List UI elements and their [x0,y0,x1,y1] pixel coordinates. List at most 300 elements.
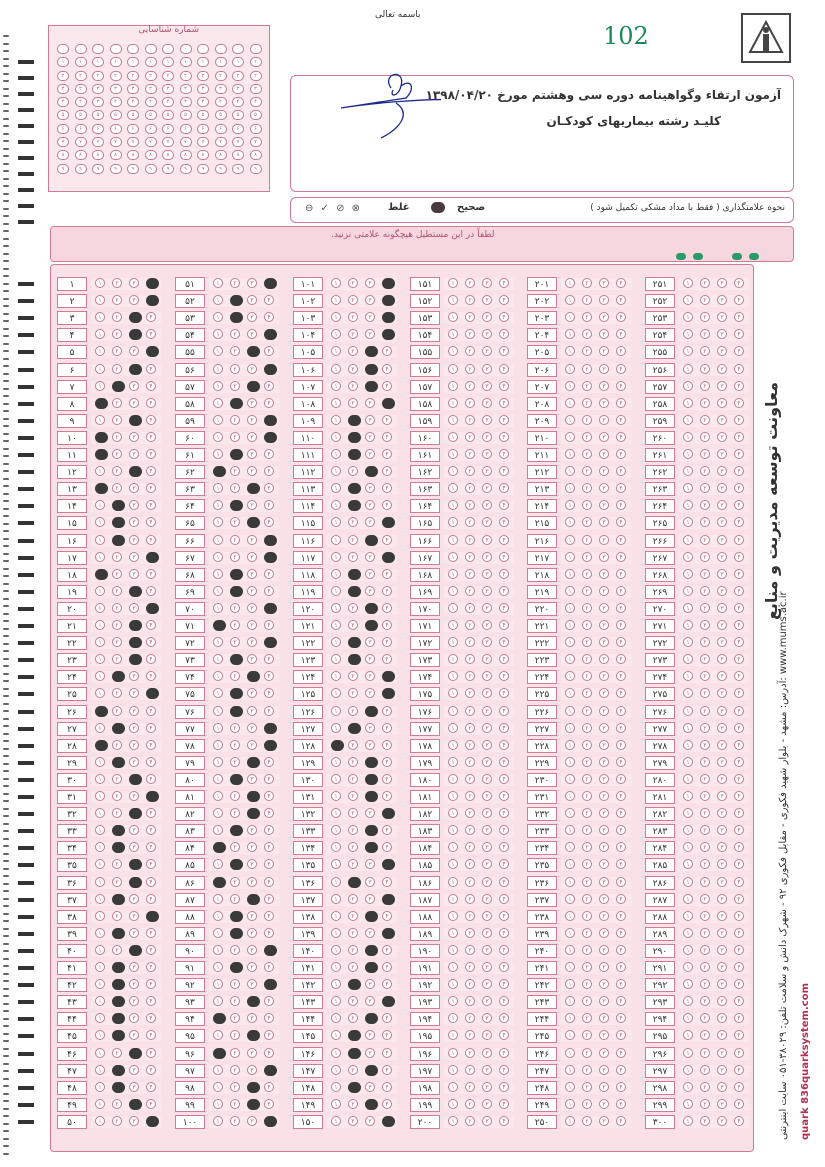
answer-bubble[interactable] [348,449,361,460]
answer-bubble[interactable]: ۱ [565,552,575,562]
id-bubble[interactable]: ۹ [162,164,174,174]
answer-bubble[interactable]: ۳ [247,432,257,442]
answer-bubble[interactable]: ۴ [734,1082,744,1092]
answer-bubble[interactable]: ۱ [95,859,105,869]
answer-bubble[interactable]: ۴ [264,962,274,972]
answer-bubble[interactable]: ۴ [146,637,156,647]
answer-bubble[interactable]: ۱ [213,979,223,989]
answer-bubble[interactable] [95,398,108,409]
answer-bubble[interactable] [213,620,226,631]
answer-bubble[interactable] [230,449,243,460]
answer-bubble[interactable]: ۴ [264,1048,274,1058]
answer-bubble[interactable]: ۳ [599,329,609,339]
answer-bubble[interactable]: ۲ [465,1048,475,1058]
id-bubble[interactable]: ۶ [127,124,139,134]
answer-bubble[interactable]: ۳ [482,825,492,835]
answer-bubble[interactable]: ۱ [448,620,458,630]
id-bubble[interactable]: ۴ [75,97,87,107]
answer-bubble[interactable]: ۴ [382,706,392,716]
id-bubble[interactable]: ۰ [127,44,139,54]
answer-bubble[interactable]: ۱ [448,1065,458,1075]
answer-bubble[interactable]: ۲ [700,517,710,527]
answer-bubble[interactable]: ۴ [146,1082,156,1092]
answer-bubble[interactable]: ۱ [683,381,693,391]
answer-bubble[interactable]: ۳ [482,774,492,784]
answer-bubble[interactable]: ۱ [448,1082,458,1092]
answer-bubble[interactable]: ۴ [499,1082,509,1092]
answer-bubble[interactable]: ۱ [683,1099,693,1109]
answer-bubble[interactable]: ۱ [565,688,575,698]
answer-bubble[interactable]: ۴ [499,603,509,613]
id-bubble[interactable]: ۸ [180,150,192,160]
answer-bubble[interactable]: ۲ [348,842,358,852]
answer-bubble[interactable]: ۱ [565,535,575,545]
answer-bubble[interactable]: ۳ [365,432,375,442]
id-bubble[interactable]: ۷ [75,137,87,147]
answer-bubble[interactable]: ۱ [213,671,223,681]
answer-bubble[interactable]: ۱ [448,688,458,698]
answer-bubble[interactable]: ۱ [95,295,105,305]
answer-bubble[interactable]: ۲ [348,1065,358,1075]
answer-bubble[interactable]: ۳ [717,1013,727,1023]
answer-bubble[interactable]: ۱ [565,432,575,442]
answer-bubble[interactable]: ۴ [499,466,509,476]
answer-bubble[interactable]: ۴ [499,381,509,391]
answer-bubble[interactable]: ۱ [448,945,458,955]
answer-bubble[interactable]: ۱ [448,346,458,356]
answer-bubble[interactable]: ۲ [230,877,240,887]
id-bubble[interactable]: ۹ [145,164,157,174]
answer-bubble[interactable] [95,706,108,717]
answer-bubble[interactable]: ۳ [129,740,139,750]
answer-bubble[interactable]: ۲ [112,364,122,374]
answer-bubble[interactable]: ۱ [213,911,223,921]
answer-bubble[interactable]: ۳ [247,928,257,938]
answer-bubble[interactable]: ۳ [247,500,257,510]
answer-bubble[interactable]: ۱ [565,859,575,869]
answer-bubble[interactable]: ۲ [230,432,240,442]
answer-bubble[interactable]: ۳ [482,723,492,733]
answer-bubble[interactable]: ۱ [565,671,575,681]
answer-bubble[interactable]: ۳ [482,295,492,305]
answer-bubble[interactable]: ۲ [348,740,358,750]
answer-bubble[interactable]: ۴ [146,586,156,596]
answer-bubble[interactable]: ۳ [129,381,139,391]
answer-bubble[interactable]: ۴ [734,928,744,938]
answer-bubble[interactable]: ۴ [264,825,274,835]
id-bubble[interactable]: ۲ [110,71,122,81]
answer-bubble[interactable]: ۱ [683,808,693,818]
answer-bubble[interactable]: ۴ [616,295,626,305]
answer-bubble[interactable]: ۴ [264,894,274,904]
answer-bubble[interactable]: ۳ [599,312,609,322]
answer-bubble[interactable]: ۴ [734,483,744,493]
answer-bubble[interactable]: ۲ [348,688,358,698]
answer-bubble[interactable]: ۱ [448,278,458,288]
answer-bubble[interactable] [146,911,159,922]
answer-bubble[interactable]: ۴ [146,432,156,442]
answer-bubble[interactable]: ۳ [482,877,492,887]
answer-bubble[interactable] [112,500,125,511]
answer-bubble[interactable]: ۳ [365,295,375,305]
answer-bubble[interactable]: ۱ [683,346,693,356]
answer-bubble[interactable]: ۳ [599,346,609,356]
answer-bubble[interactable]: ۳ [599,517,609,527]
id-bubble[interactable]: ۴ [232,97,244,107]
answer-bubble[interactable]: ۳ [599,535,609,545]
answer-bubble[interactable]: ۱ [565,398,575,408]
answer-bubble[interactable]: ۱ [95,552,105,562]
answer-bubble[interactable]: ۴ [616,1065,626,1075]
answer-bubble[interactable]: ۳ [247,979,257,989]
answer-bubble[interactable] [230,928,243,939]
answer-bubble[interactable]: ۴ [499,774,509,784]
answer-bubble[interactable]: ۳ [482,688,492,698]
answer-bubble[interactable]: ۱ [565,278,575,288]
answer-bubble[interactable]: ۴ [616,842,626,852]
id-bubble[interactable]: ۸ [57,150,69,160]
id-bubble[interactable]: ۵ [75,110,87,120]
answer-bubble[interactable] [365,945,378,956]
answer-bubble[interactable]: ۲ [582,535,592,545]
answer-bubble[interactable]: ۲ [112,859,122,869]
answer-bubble[interactable]: ۲ [348,1013,358,1023]
answer-bubble[interactable]: ۴ [616,535,626,545]
answer-bubble[interactable]: ۴ [264,517,274,527]
answer-bubble[interactable]: ۳ [247,620,257,630]
answer-bubble[interactable]: ۲ [582,569,592,579]
answer-bubble[interactable]: ۴ [616,1013,626,1023]
answer-bubble[interactable]: ۳ [482,535,492,545]
answer-bubble[interactable]: ۴ [146,329,156,339]
answer-bubble[interactable]: ۱ [448,295,458,305]
answer-bubble[interactable]: ۴ [616,1048,626,1058]
answer-bubble[interactable] [365,825,378,836]
answer-bubble[interactable]: ۱ [331,688,341,698]
answer-bubble[interactable]: ۱ [95,620,105,630]
answer-bubble[interactable]: ۳ [717,1116,727,1126]
answer-bubble[interactable]: ۱ [683,842,693,852]
answer-bubble[interactable]: ۴ [264,398,274,408]
answer-bubble[interactable]: ۳ [599,808,609,818]
answer-bubble[interactable]: ۴ [734,825,744,835]
answer-bubble[interactable] [348,979,361,990]
answer-bubble[interactable]: ۳ [599,894,609,904]
answer-bubble[interactable]: ۱ [565,637,575,647]
answer-bubble[interactable]: ۴ [499,500,509,510]
answer-bubble[interactable]: ۲ [465,312,475,322]
answer-bubble[interactable]: ۴ [616,740,626,750]
answer-bubble[interactable]: ۱ [213,637,223,647]
answer-bubble[interactable]: ۱ [331,979,341,989]
answer-bubble[interactable]: ۲ [230,552,240,562]
answer-bubble[interactable]: ۴ [734,962,744,972]
answer-bubble[interactable]: ۴ [734,723,744,733]
answer-bubble[interactable]: ۳ [717,877,727,887]
answer-bubble[interactable]: ۲ [582,415,592,425]
answer-bubble[interactable]: ۲ [465,928,475,938]
answer-bubble[interactable]: ۴ [264,791,274,801]
answer-bubble[interactable]: ۲ [582,894,592,904]
answer-bubble[interactable]: ۲ [582,842,592,852]
answer-bubble[interactable]: ۳ [365,1082,375,1092]
answer-bubble[interactable]: ۱ [213,757,223,767]
answer-bubble[interactable]: ۲ [230,278,240,288]
answer-bubble[interactable]: ۲ [582,586,592,596]
answer-bubble[interactable]: ۱ [213,1030,223,1040]
answer-bubble[interactable]: ۳ [247,877,257,887]
answer-bubble[interactable]: ۲ [112,569,122,579]
answer-bubble[interactable]: ۲ [582,654,592,664]
answer-bubble[interactable]: ۲ [582,928,592,938]
answer-bubble[interactable]: ۳ [599,466,609,476]
answer-bubble[interactable]: ۳ [247,535,257,545]
id-bubble[interactable]: ۰ [92,44,104,54]
id-bubble[interactable]: ۹ [110,164,122,174]
answer-bubble[interactable]: ۲ [700,569,710,579]
answer-bubble[interactable]: ۱ [331,346,341,356]
answer-bubble[interactable]: ۱ [565,1082,575,1092]
answer-bubble[interactable]: ۱ [331,329,341,339]
answer-bubble[interactable]: ۳ [717,979,727,989]
answer-bubble[interactable]: ۴ [616,757,626,767]
answer-bubble[interactable]: ۳ [129,398,139,408]
answer-bubble[interactable]: ۳ [599,1099,609,1109]
answer-bubble[interactable]: ۱ [565,740,575,750]
answer-bubble[interactable]: ۴ [734,415,744,425]
answer-bubble[interactable] [247,894,260,905]
answer-bubble[interactable]: ۲ [465,415,475,425]
answer-bubble[interactable]: ۳ [247,911,257,921]
answer-bubble[interactable]: ۴ [734,500,744,510]
answer-bubble[interactable]: ۱ [448,706,458,716]
answer-bubble[interactable]: ۳ [482,757,492,767]
answer-bubble[interactable]: ۱ [213,364,223,374]
answer-bubble[interactable] [264,329,277,340]
answer-bubble[interactable]: ۱ [213,808,223,818]
answer-bubble[interactable] [230,774,243,785]
answer-bubble[interactable]: ۲ [465,859,475,869]
answer-bubble[interactable]: ۳ [599,654,609,664]
answer-bubble[interactable] [348,1048,361,1059]
answer-bubble[interactable]: ۳ [717,586,727,596]
answer-bubble[interactable] [230,312,243,323]
answer-bubble[interactable]: ۳ [717,894,727,904]
answer-bubble[interactable] [264,535,277,546]
answer-bubble[interactable]: ۴ [734,1116,744,1126]
id-bubble[interactable]: ۸ [232,150,244,160]
id-bubble[interactable]: ۴ [57,97,69,107]
answer-bubble[interactable]: ۱ [448,552,458,562]
id-bubble[interactable]: ۸ [75,150,87,160]
answer-bubble[interactable]: ۴ [734,398,744,408]
id-bubble[interactable]: ۸ [197,150,209,160]
answer-bubble[interactable]: ۱ [331,791,341,801]
answer-bubble[interactable]: ۲ [112,620,122,630]
answer-bubble[interactable] [382,671,395,682]
answer-bubble[interactable]: ۲ [582,1116,592,1126]
answer-bubble[interactable]: ۲ [465,449,475,459]
answer-bubble[interactable]: ۳ [247,295,257,305]
answer-bubble[interactable]: ۴ [499,517,509,527]
answer-bubble[interactable]: ۳ [129,569,139,579]
answer-bubble[interactable]: ۳ [129,500,139,510]
answer-bubble[interactable]: ۱ [213,791,223,801]
answer-bubble[interactable]: ۱ [448,825,458,835]
answer-bubble[interactable] [348,569,361,580]
id-bubble[interactable]: ۵ [250,110,262,120]
answer-bubble[interactable]: ۲ [700,466,710,476]
answer-bubble[interactable]: ۳ [247,466,257,476]
answer-bubble[interactable]: ۲ [112,603,122,613]
answer-bubble[interactable]: ۴ [146,842,156,852]
answer-bubble[interactable]: ۴ [499,706,509,716]
answer-bubble[interactable] [348,500,361,511]
answer-bubble[interactable]: ۴ [264,381,274,391]
answer-bubble[interactable]: ۲ [582,979,592,989]
answer-bubble[interactable]: ۲ [700,894,710,904]
answer-bubble[interactable]: ۲ [700,962,710,972]
answer-bubble[interactable]: ۱ [565,706,575,716]
answer-bubble[interactable]: ۲ [348,535,358,545]
answer-bubble[interactable]: ۲ [700,586,710,596]
answer-bubble[interactable]: ۱ [213,398,223,408]
answer-bubble[interactable]: ۴ [499,278,509,288]
answer-bubble[interactable]: ۴ [734,706,744,716]
answer-bubble[interactable]: ۱ [448,1116,458,1126]
answer-bubble[interactable]: ۴ [616,586,626,596]
answer-bubble[interactable] [264,364,277,375]
id-bubble[interactable]: ۴ [197,97,209,107]
answer-bubble[interactable] [230,825,243,836]
answer-bubble[interactable]: ۲ [700,877,710,887]
answer-bubble[interactable]: ۴ [499,535,509,545]
answer-bubble[interactable]: ۴ [616,654,626,664]
answer-bubble[interactable]: ۴ [264,449,274,459]
answer-bubble[interactable]: ۳ [129,432,139,442]
answer-bubble[interactable]: ۱ [95,979,105,989]
answer-bubble[interactable]: ۳ [482,1116,492,1126]
answer-bubble[interactable]: ۳ [599,1082,609,1092]
answer-bubble[interactable]: ۴ [382,911,392,921]
answer-bubble[interactable]: ۴ [264,911,274,921]
answer-bubble[interactable]: ۱ [448,586,458,596]
answer-bubble[interactable]: ۱ [213,859,223,869]
answer-bubble[interactable] [348,723,361,734]
answer-bubble[interactable]: ۱ [565,415,575,425]
answer-bubble[interactable] [112,962,125,973]
answer-bubble[interactable]: ۲ [348,603,358,613]
answer-bubble[interactable]: ۴ [499,979,509,989]
answer-bubble[interactable]: ۱ [448,449,458,459]
answer-bubble[interactable] [348,432,361,443]
answer-bubble[interactable]: ۴ [734,620,744,630]
answer-bubble[interactable]: ۱ [95,517,105,527]
answer-bubble[interactable]: ۳ [365,278,375,288]
answer-bubble[interactable]: ۴ [616,688,626,698]
answer-bubble[interactable]: ۴ [499,654,509,664]
answer-bubble[interactable]: ۲ [465,791,475,801]
answer-bubble[interactable]: ۳ [247,740,257,750]
answer-bubble[interactable]: ۴ [382,449,392,459]
answer-bubble[interactable]: ۴ [264,808,274,818]
answer-bubble[interactable]: ۲ [230,791,240,801]
answer-bubble[interactable]: ۲ [700,1048,710,1058]
answer-bubble[interactable]: ۴ [616,552,626,562]
id-bubble[interactable]: ۲ [250,71,262,81]
answer-bubble[interactable]: ۱ [95,1065,105,1075]
answer-bubble[interactable]: ۲ [700,1013,710,1023]
answer-bubble[interactable]: ۳ [599,671,609,681]
answer-bubble[interactable]: ۲ [700,740,710,750]
answer-bubble[interactable]: ۴ [382,1030,392,1040]
answer-bubble[interactable]: ۱ [213,1065,223,1075]
answer-bubble[interactable]: ۲ [230,381,240,391]
answer-bubble[interactable]: ۴ [734,808,744,818]
answer-bubble[interactable]: ۲ [465,500,475,510]
answer-bubble[interactable]: ۱ [213,449,223,459]
answer-bubble[interactable] [382,1116,395,1127]
answer-bubble[interactable]: ۴ [734,449,744,459]
answer-bubble[interactable]: ۱ [95,945,105,955]
answer-bubble[interactable]: ۳ [129,688,139,698]
answer-bubble[interactable]: ۴ [382,381,392,391]
answer-bubble[interactable]: ۱ [213,295,223,305]
answer-bubble[interactable]: ۲ [465,671,475,681]
answer-bubble[interactable] [95,740,108,751]
answer-bubble[interactable]: ۱ [331,278,341,288]
answer-bubble[interactable]: ۳ [717,329,727,339]
answer-bubble[interactable]: ۱ [213,894,223,904]
answer-bubble[interactable]: ۲ [582,603,592,613]
answer-bubble[interactable]: ۴ [146,723,156,733]
answer-bubble[interactable]: ۴ [616,278,626,288]
answer-bubble[interactable]: ۲ [700,928,710,938]
answer-bubble[interactable]: ۴ [264,688,274,698]
answer-bubble[interactable]: ۱ [213,1116,223,1126]
answer-bubble[interactable]: ۳ [482,381,492,391]
answer-bubble[interactable]: ۳ [717,517,727,527]
answer-bubble[interactable]: ۴ [616,928,626,938]
answer-bubble[interactable] [112,1082,125,1093]
answer-bubble[interactable]: ۱ [448,723,458,733]
answer-bubble[interactable]: ۱ [683,740,693,750]
answer-bubble[interactable]: ۱ [95,996,105,1006]
answer-bubble[interactable]: ۳ [717,312,727,322]
answer-bubble[interactable] [230,911,243,922]
answer-bubble[interactable]: ۴ [616,637,626,647]
answer-bubble[interactable]: ۴ [616,466,626,476]
answer-bubble[interactable]: ۴ [146,1065,156,1075]
answer-bubble[interactable]: ۳ [129,1082,139,1092]
answer-bubble[interactable]: ۳ [717,928,727,938]
answer-bubble[interactable]: ۱ [95,500,105,510]
answer-bubble[interactable]: ۳ [247,637,257,647]
answer-bubble[interactable]: ۲ [700,859,710,869]
answer-bubble[interactable]: ۲ [582,962,592,972]
answer-bubble[interactable] [95,432,108,443]
answer-bubble[interactable]: ۴ [264,346,274,356]
answer-bubble[interactable]: ۴ [734,1099,744,1109]
answer-bubble[interactable] [129,808,142,819]
answer-bubble[interactable]: ۱ [683,295,693,305]
answer-bubble[interactable] [129,466,142,477]
answer-bubble[interactable]: ۴ [734,569,744,579]
id-bubble[interactable]: ۶ [75,124,87,134]
answer-bubble[interactable]: ۴ [499,825,509,835]
answer-bubble[interactable]: ۳ [599,774,609,784]
answer-bubble[interactable]: ۳ [247,654,257,664]
